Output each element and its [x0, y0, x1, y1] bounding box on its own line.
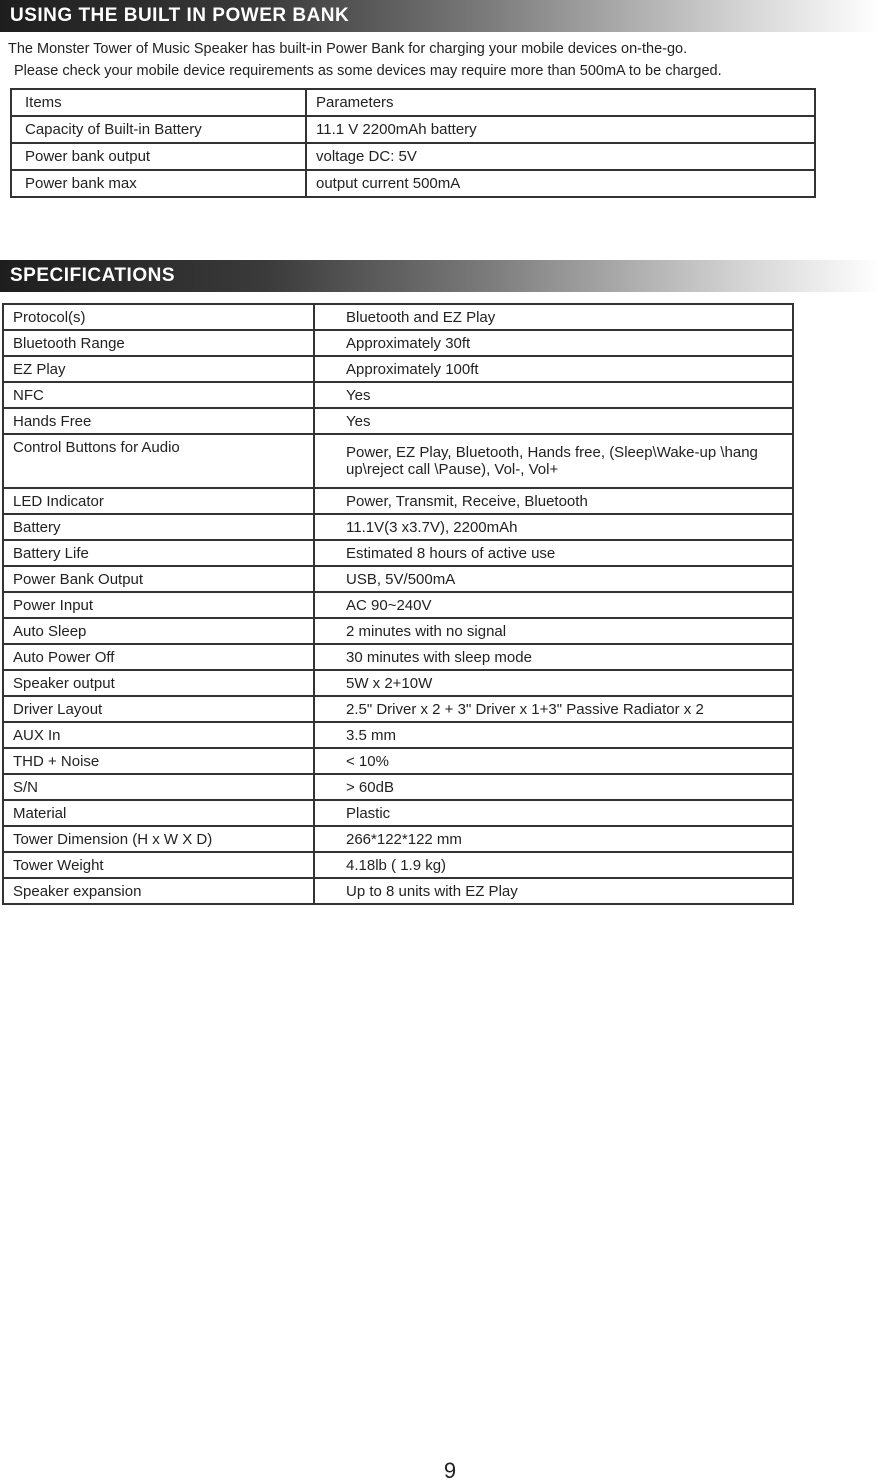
spec-name-cell: AUX In: [3, 722, 314, 748]
spec-value-cell: AC 90~240V: [314, 592, 793, 618]
table-row: [3, 566, 793, 592]
spec-value-cell: 4.18lb ( 1.9 kg): [314, 852, 793, 878]
parameter-cell: voltage DC: 5V: [306, 143, 815, 170]
table-row: [11, 170, 815, 197]
specifications-heading: SPECIFICATIONS: [0, 260, 880, 292]
spec-value-cell: Yes: [314, 382, 793, 408]
table-row: [3, 644, 793, 670]
spec-name-cell: Control Buttons for Audio: [3, 434, 314, 488]
table-row: [3, 696, 793, 722]
table-row: [3, 878, 793, 904]
power-bank-intro-line2: Please check your mobile device requirements as some devices may require more than 500mA to be charged.: [14, 63, 722, 79]
table-row: [3, 722, 793, 748]
table-row: [3, 618, 793, 644]
spec-name-cell: Power Input: [3, 592, 314, 618]
spec-value-cell: > 60dB: [314, 774, 793, 800]
spec-name-cell: Auto Power Off: [3, 644, 314, 670]
spec-name-cell: THD + Noise: [3, 748, 314, 774]
spec-name-cell: Tower Weight: [3, 852, 314, 878]
table-row: [3, 304, 793, 330]
spec-name-cell: Material: [3, 800, 314, 826]
spec-name-cell: Bluetooth Range: [3, 330, 314, 356]
table-row: [3, 540, 793, 566]
spec-value-cell: USB, 5V/500mA: [314, 566, 793, 592]
spec-value-cell: 266*122*122 mm: [314, 826, 793, 852]
parameter-cell: output current 500mA: [306, 170, 815, 197]
spec-value-cell: Power, Transmit, Receive, Bluetooth: [314, 488, 793, 514]
specifications-table: [2, 303, 794, 905]
column-header-parameters: Parameters: [306, 89, 815, 116]
spec-value-cell: Estimated 8 hours of active use: [314, 540, 793, 566]
table-row: [3, 356, 793, 382]
table-row: [3, 826, 793, 852]
column-header-items: Items: [11, 89, 306, 116]
spec-value-cell: Power, EZ Play, Bluetooth, Hands free, (Sleep\Wake-up \hang up\reject call \Pause), Vol-, Vol+: [314, 434, 793, 488]
spec-value-cell: 3.5 mm: [314, 722, 793, 748]
spec-value-cell: 2.5" Driver x 2 + 3" Driver x 1+3" Passive Radiator x 2: [314, 696, 793, 722]
spec-name-cell: Protocol(s): [3, 304, 314, 330]
table-row: [3, 592, 793, 618]
spec-name-cell: Battery Life: [3, 540, 314, 566]
spec-name-cell: Driver Layout: [3, 696, 314, 722]
item-cell: Power bank max: [11, 170, 306, 197]
item-cell: Power bank output: [11, 143, 306, 170]
spec-name-cell: Battery: [3, 514, 314, 540]
spec-value-cell: Approximately 30ft: [314, 330, 793, 356]
spec-value-cell: Bluetooth and EZ Play: [314, 304, 793, 330]
spec-name-cell: LED Indicator: [3, 488, 314, 514]
table-row: [3, 800, 793, 826]
spec-name-cell: EZ Play: [3, 356, 314, 382]
power-bank-heading: USING THE BUILT IN POWER BANK: [0, 0, 880, 32]
spec-name-cell: Auto Sleep: [3, 618, 314, 644]
table-row: [3, 774, 793, 800]
spec-value-cell: 30 minutes with sleep mode: [314, 644, 793, 670]
table-row: [3, 514, 793, 540]
page-number: 9: [443, 1458, 457, 1483]
table-row: [3, 408, 793, 434]
spec-value-cell: Up to 8 units with EZ Play: [314, 878, 793, 904]
spec-value-cell: < 10%: [314, 748, 793, 774]
spec-name-cell: Speaker expansion: [3, 878, 314, 904]
table-row: [11, 116, 815, 143]
spec-value-cell: 2 minutes with no signal: [314, 618, 793, 644]
spec-name-cell: NFC: [3, 382, 314, 408]
table-row: [11, 143, 815, 170]
table-row: [3, 852, 793, 878]
table-row: [3, 434, 793, 488]
table-row: [3, 488, 793, 514]
spec-name-cell: Tower Dimension (H x W X D): [3, 826, 314, 852]
spec-name-cell: Hands Free: [3, 408, 314, 434]
spec-value-cell: 5W x 2+10W: [314, 670, 793, 696]
spec-value-cell: Approximately 100ft: [314, 356, 793, 382]
table-row: [3, 670, 793, 696]
item-cell: Capacity of Built-in Battery: [11, 116, 306, 143]
table-row: [3, 330, 793, 356]
power-bank-intro-line1: The Monster Tower of Music Speaker has built-in Power Bank for charging your mobile devices on-the-go.: [8, 41, 688, 57]
spec-name-cell: Power Bank Output: [3, 566, 314, 592]
table-row: [3, 748, 793, 774]
spec-value-cell: 11.1V(3 x3.7V), 2200mAh: [314, 514, 793, 540]
parameter-cell: 11.1 V 2200mAh battery: [306, 116, 815, 143]
table-header-row: [11, 89, 815, 116]
power-bank-table: [10, 88, 816, 198]
spec-value-cell: Plastic: [314, 800, 793, 826]
spec-value-cell: Yes: [314, 408, 793, 434]
spec-name-cell: S/N: [3, 774, 314, 800]
spec-name-cell: Speaker output: [3, 670, 314, 696]
table-row: [3, 382, 793, 408]
